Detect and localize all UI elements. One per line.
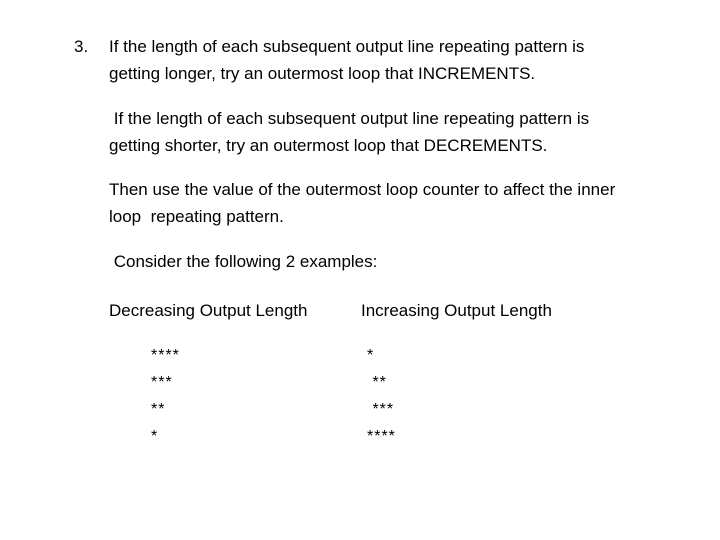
pattern-line: * [367, 347, 375, 364]
pattern-line: *** [367, 401, 395, 418]
paragraph-incrementing: If the length of each subsequent output line repeating pattern is getting longer, try an outermost loop that INCREMENTS. [109, 37, 585, 83]
pattern-line: **** [151, 347, 180, 364]
paragraph-examples-intro: Consider the following 2 examples: [109, 252, 378, 271]
decreasing-pattern [151, 342, 180, 450]
decreasing-heading: Decreasing Output Length [109, 301, 308, 320]
paragraph-loop-counter: Then use the value of the outermost loop counter to affect the inner loop repeating pattern. [109, 180, 616, 226]
pattern-line: **** [367, 428, 396, 445]
paragraph-decrementing: If the length of each subsequent output line repeating pattern is getting shorter, try an outermost loop that DECREMENTS. [109, 109, 590, 155]
increasing-heading: Increasing Output Length [361, 301, 552, 320]
pattern-line: ** [367, 374, 387, 391]
item-number: 3. [74, 37, 89, 56]
pattern-line: *** [151, 374, 173, 391]
increasing-pattern [367, 342, 396, 450]
pattern-line: ** [151, 401, 166, 418]
pattern-line: * [151, 428, 159, 445]
